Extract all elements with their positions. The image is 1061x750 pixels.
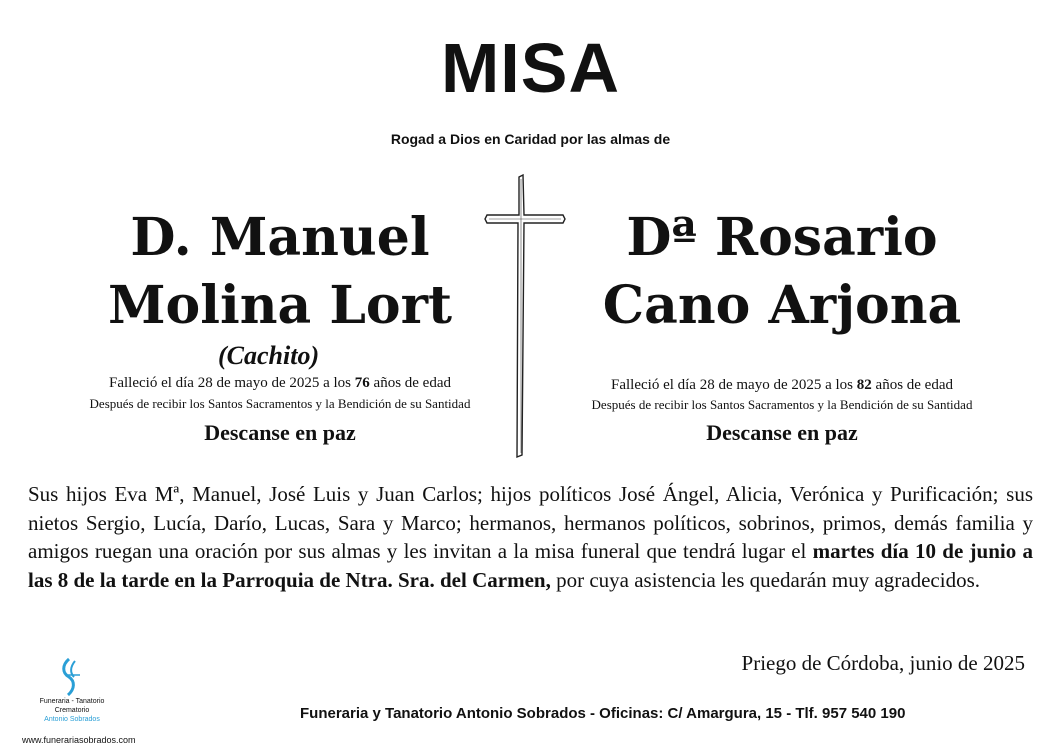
place-date: Priego de Córdoba, junio de 2025	[741, 651, 1025, 675]
page-title: MISA	[441, 29, 620, 107]
logo-line3: Antonio Sobrados	[44, 716, 100, 723]
subtitle: Rogad a Dios en Caridad por las almas de	[390, 131, 671, 147]
left-age: 76	[354, 375, 370, 391]
logo-line1: Funeraria - Tanatorio	[39, 698, 105, 705]
right-name-line2: Cano Arjona	[602, 275, 962, 336]
body-paragraph: Sus hijos Eva Mª, Manuel, José Luis y Juan Carlos; hijos políticos José Ángel, Alicia, Verónica y Purificación; sus nietos Sergio, Lucía, Darío, Lucas, Sara y Marco; hermanos, hermanos políticos, sobrinos, primos, demás familia y amigos ruegan una oración por sus almas y les invitan a la misa funeral que tendrá lugar el martes día 10 de junio a las 8 de la tarde en la Parroquia de Ntra. Sra. del Carmen, por cuya asistencia les quedarán muy agradecidos.	[28, 482, 1033, 592]
logo-line2: Crematorio	[54, 707, 90, 714]
footer-contact: Funeraria y Tanatorio Antonio Sobrados - Oficinas: C/ Amargura, 15 - Tlf. 957 540 190	[300, 705, 906, 722]
right-name-line1: Dª Rosario	[626, 207, 938, 268]
left-name-line2: Molina Lort	[107, 275, 453, 336]
left-nickname: (Cachito)	[218, 341, 320, 370]
left-name-line1: D. Manuel	[130, 207, 430, 268]
right-rip: Descanse en paz	[706, 420, 858, 445]
right-age: 82	[856, 377, 872, 393]
right-sacraments: Después de recibir los Santos Sacramentos y la Bendición de su Santidad	[591, 397, 973, 412]
left-sacraments: Después de recibir los Santos Sacramentos y la Bendición de su Santidad	[89, 396, 471, 411]
left-death-line: Falleció el día 28 de mayo de 2025 a los 76 años de edad	[109, 375, 451, 391]
website-link[interactable]: www.funerariasobrados.com	[22, 735, 136, 745]
mass-details: martes día 10 de junio a las 8 de la tarde en la Parroquia de Ntra. Sra. del Carmen,	[28, 539, 1033, 592]
company-logo	[22, 655, 122, 724]
left-rip: Descanse en paz	[204, 420, 356, 445]
logo-mark-icon	[22, 655, 122, 697]
right-death-line: Falleció el día 28 de mayo de 2025 a los 82 años de edad	[611, 377, 953, 393]
